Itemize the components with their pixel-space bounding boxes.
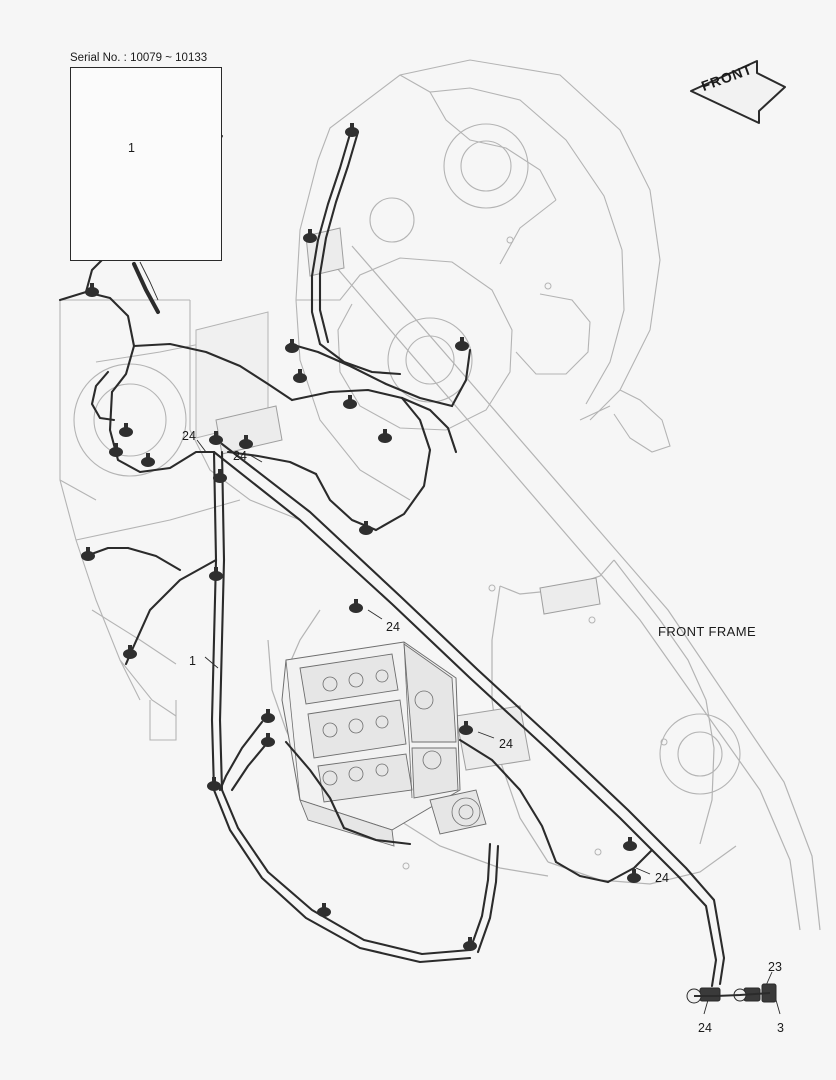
front-arrow-label: FRONT (699, 60, 755, 95)
callout-24-d: 24 (499, 737, 513, 751)
callout-23: 23 (768, 960, 782, 974)
callout-24-b: 24 (233, 449, 247, 463)
callout-24-a: 24 (182, 429, 196, 443)
callout-24-c: 24 (386, 620, 400, 634)
callout-3: 3 (777, 1021, 784, 1035)
serial-detail-box (70, 67, 222, 261)
serial-caption: Serial No. : 10079 ~ 10133 (70, 52, 208, 64)
front-frame-label: FRONT FRAME (658, 624, 757, 639)
callout-1-upper: 1 (128, 141, 135, 155)
callout-1-lower: 1 (189, 654, 196, 668)
callout-24-e: 24 (655, 871, 669, 885)
callout-24-f: 24 (698, 1021, 712, 1035)
